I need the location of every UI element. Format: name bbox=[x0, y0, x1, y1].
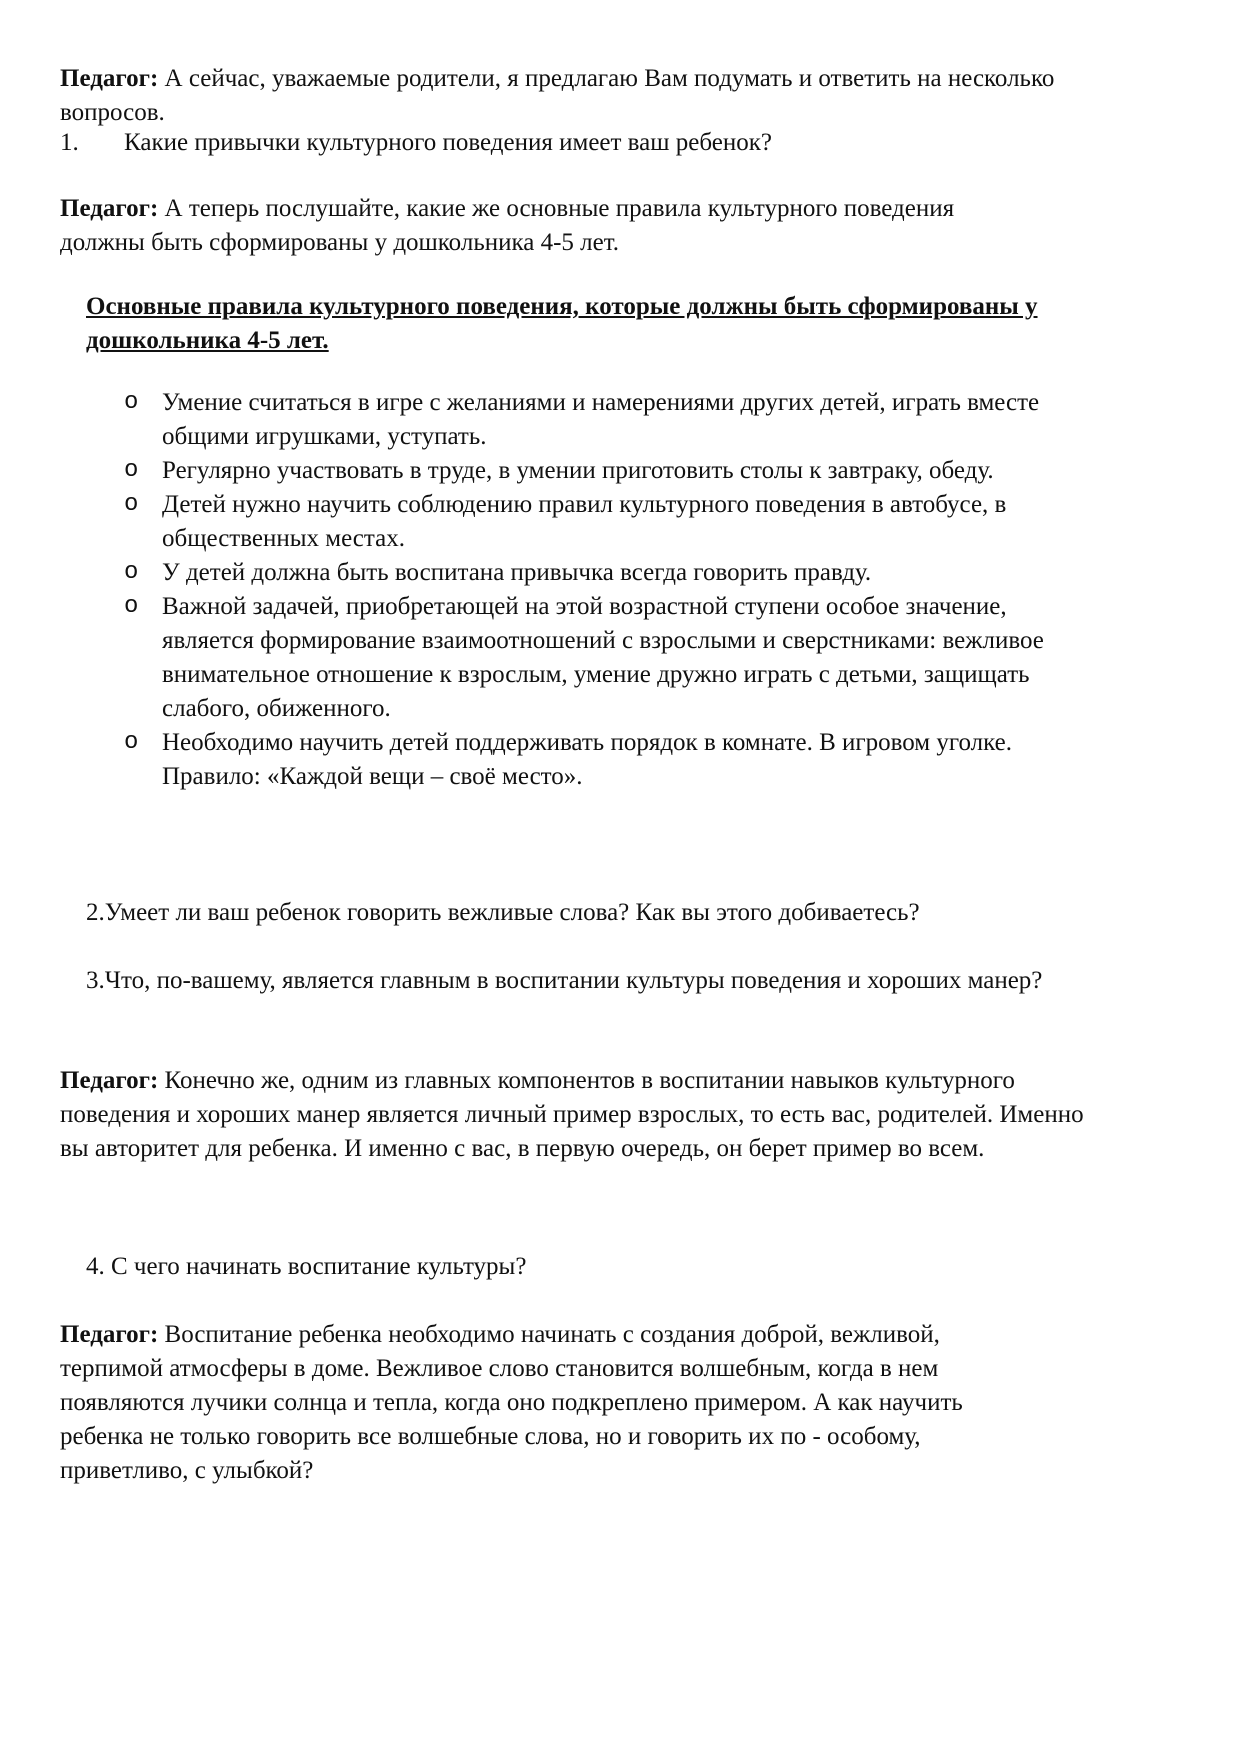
intro-paragraph-2 bbox=[60, 192, 1020, 260]
bullet-marker: o bbox=[124, 593, 139, 620]
bullet-marker: o bbox=[124, 457, 139, 484]
bullet-marker: o bbox=[124, 729, 139, 756]
speaker-label: Педагог: bbox=[60, 1067, 159, 1094]
rule-text: Регулярно участвовать в труде, в умении приготовить столы к завтраку, обеду. bbox=[162, 457, 994, 484]
question-2: 2.Умеет ли ваш ребенок говорить вежливые слова? Как вы этого добиваетесь? bbox=[86, 899, 920, 926]
rules-heading: Основные правила культурного поведения, которые должны быть сформированы у дошкольника 4-5 лет. bbox=[86, 293, 1038, 354]
rule-text: Необходимо научить детей поддерживать порядок в комнате. В игровом уголке. Правило: «Каждой вещи – своё место». bbox=[162, 729, 1013, 790]
list-item bbox=[124, 556, 1084, 590]
rule-text: Важной задачей, приобретающей на этой возрастной ступени особое значение, является формирование взаимоотношений с взрослыми и сверстниками: вежливое внимательное отношение к взрослым, умение дружно играть с детьми, защищать слабого, обиженного. bbox=[162, 593, 1044, 722]
question-3: 3.Что, по-вашему, является главным в воспитании культуры поведения и хороших манер? bbox=[86, 967, 1043, 994]
list-item bbox=[124, 726, 1084, 794]
question-1-text: Какие привычки культурного поведения имеет ваш ребенок? bbox=[124, 129, 772, 156]
list-item bbox=[124, 590, 1084, 726]
speaker-label: Педагог: bbox=[60, 1321, 159, 1348]
intro-text-1: А сейчас, уважаемые родители, я предлагаю Вам подумать и ответить на несколько вопросов. bbox=[60, 65, 1055, 126]
speaker-label: Педагог: bbox=[60, 65, 159, 92]
rule-text: Умение считаться в игре с желаниями и намерениями других детей, играть вместе общими игрушками, уступать. bbox=[162, 389, 1040, 450]
rules-list bbox=[124, 386, 1084, 794]
question-1-number: 1. bbox=[60, 129, 79, 156]
list-item bbox=[124, 488, 1084, 556]
speaker-label: Педагог: bbox=[60, 195, 159, 222]
answer-text-1: Конечно же, одним из главных компонентов в воспитании навыков культурного поведения и хороших манер является личный пример взрослых, то есть вас, родителей. Именно вы авторитет для ребенка. И именно с вас, в первую очередь, он берет пример во всем. bbox=[60, 1067, 1084, 1162]
intro-paragraph-1 bbox=[60, 62, 1080, 130]
bullet-marker: o bbox=[124, 491, 139, 518]
answer-text-2: Воспитание ребенка необходимо начинать с создания доброй, вежливой, терпимой атмосферы в доме. Вежливое слово становится волшебным, когда в нем появляются лучики солнца и тепла, когда оно подкреплено примером. А как научить ребенка не только говорить все волшебные слова, но и говорить их по - особому, приветливо, с улыбкой? bbox=[60, 1321, 963, 1484]
answer-paragraph-1 bbox=[60, 1064, 1090, 1166]
bullet-marker: o bbox=[124, 389, 139, 416]
question-4: 4. С чего начинать воспитание культуры? bbox=[86, 1253, 527, 1280]
rule-text: Детей нужно научить соблюдению правил культурного поведения в автобусе, в общественных местах. bbox=[162, 491, 1007, 552]
answer-paragraph-2 bbox=[60, 1318, 1010, 1488]
intro-text-2: А теперь послушайте, какие же основные правила культурного поведения должны быть сформированы у дошкольника 4-5 лет. bbox=[60, 195, 955, 256]
list-item bbox=[124, 454, 1084, 488]
question-1 bbox=[60, 126, 772, 160]
list-item bbox=[124, 386, 1084, 454]
rule-text: У детей должна быть воспитана привычка всегда говорить правду. bbox=[162, 559, 872, 586]
bullet-marker: o bbox=[124, 559, 139, 586]
